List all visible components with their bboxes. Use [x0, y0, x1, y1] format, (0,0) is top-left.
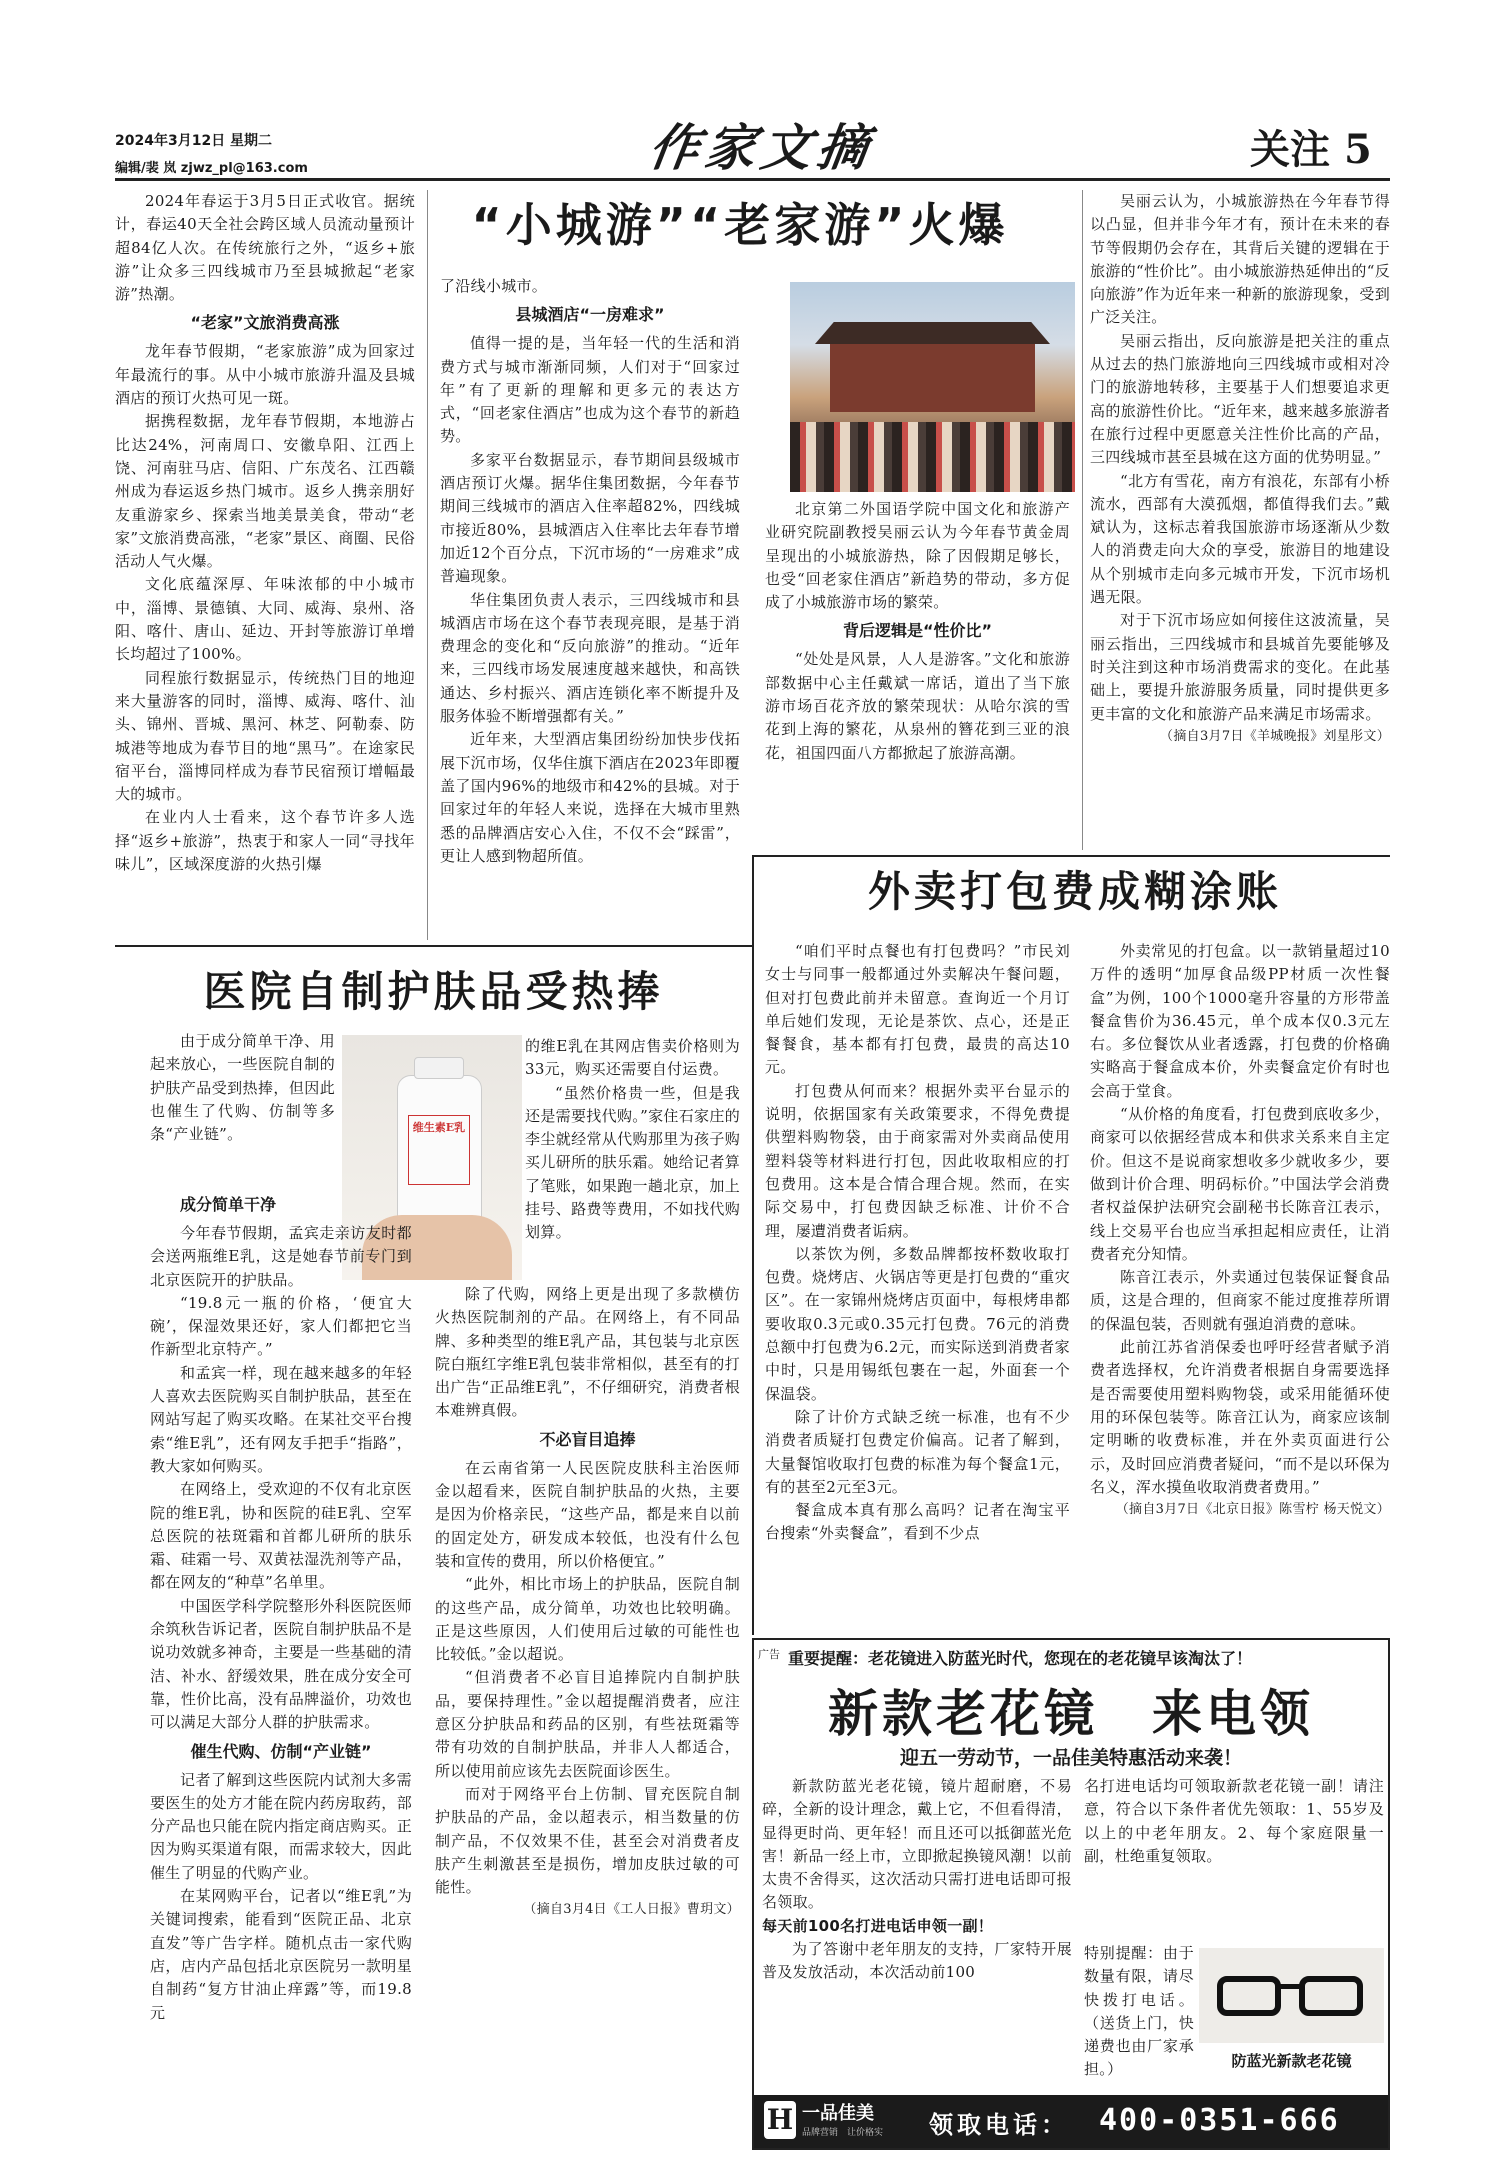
article1-col4: [1090, 190, 1390, 870]
paragraph: 今年春节假期，孟宾走亲访友时都会送两瓶维E乳，这是她春节前专门到北京医院开的护肤品。: [150, 1224, 412, 1289]
lens-right: [1299, 1976, 1363, 2016]
photo-roof: [815, 322, 1050, 344]
ad-paragraph: 新款防蓝光老花镜，镜片超耐磨，不易碎，全新的设计理念，戴上它，不但看得清，显得更时尚、更年轻！而且还可以抵御蓝光危害！新品一经上市，立即掀起换镜风潮！以前太贵不舍得买，这次活动只需打进电话即可报名领取。: [762, 1777, 1072, 1912]
paragraph: 除了代购，网络上更是出现了多款横仿火热医院制剂的产品。在网络上，有不同品牌、多种类型的维E乳产品，其包装与北京医院白瓶红字维E乳包装非常相似，甚至有的打出广告“正品维E乳”，不仔细研究，消费者根本难辨真假。: [435, 1285, 740, 1420]
paragraph: 由于成分简单干净、用起来放心，一些医院自制的护肤产品受到热捧，但因此也催生了代购、仿制等多条“产业链”。: [150, 1032, 335, 1144]
article1-subhead-1: “老家”文旅消费高涨: [190, 313, 340, 333]
ad-phone-bar: [754, 2095, 1388, 2148]
article2-col1: [150, 1030, 335, 1190]
article3-frame-top: [752, 855, 1390, 857]
article3-headline: 外卖打包费成糊涂账: [867, 867, 1282, 916]
article2-headline: 医院自制护肤品受热捧: [203, 967, 664, 1016]
article1-subhead-3: 背后逻辑是“性价比”: [842, 621, 993, 641]
ad-paragraph: 为了答谢中老年朋友的支持，厂家特开展普及发放活动，本次活动前100: [762, 1940, 1072, 1982]
tourist-photo: [790, 282, 1075, 492]
article3-frame-left: [752, 855, 754, 1635]
paragraph: 对于下沉市场应如何接住这波流量，吴丽云指出，三四线城市和县城首先要能够及时关注到这种市场消费需求的变化。在此基础上，要提升旅游服务质量，同时提供更多更丰富的文化和旅游产品来满足市场需求。: [1090, 611, 1390, 723]
article1-col1: [115, 190, 415, 930]
paragraph: “从价格的角度看，打包费到底收多少，商家可以依据经营成本和供求关系来自主定价。但这不是说商家想收多少就收多少，要做到计价合理、明码标价。”中国法学会消费者权益保护法研究会副秘书长陈音江表示，线上交易平台也应当承担起相应责任，让消费者充分知情。: [1090, 1105, 1390, 1263]
ad-tag: 广告: [758, 1648, 780, 1661]
brand-name: 一品佳美: [802, 2103, 874, 2124]
issue-date: 2024年3月12日 星期二: [115, 133, 273, 149]
paragraph: 吴丽云认为，小城旅游热在今年春节得以凸显，但并非今年才有，预计在未来的春节等假期仍会存在，其背后关键的逻辑在于旅游的“性价比”。由小城旅游热延伸出的“反向旅游”作为近年来一种新的旅游现象，受到广泛关注。: [1090, 192, 1390, 327]
col-divider: [1082, 190, 1083, 850]
article2-col1-main: [150, 1188, 412, 2168]
masthead: [0, 0, 1500, 180]
lens-left: [1217, 1976, 1281, 2016]
bottle-cap: [414, 1057, 464, 1079]
paragraph: 外卖常见的打包盒。以一款销量超过10万件的透明“加厚食品级PP材质一次性餐盒”为例，100个1000毫升容量的方形带盖餐盒售价为36.45元，单个成本仅0.3元左右。多位餐饮从业者透露，打包费的价格确实略高于餐盒成本价，外卖餐盒定价有时也会高于堂食。: [1090, 942, 1390, 1100]
article2-col2: [435, 1283, 740, 2168]
col-divider: [427, 190, 428, 940]
masthead-rule: [115, 178, 1390, 181]
paragraph: 据携程数据，龙年春节假期，本地游占比达24%，河南周口、安徽阜阳、江西上饶、河南驻马店、信阳、广东茂名、江西赣州成为春运返乡热门城市。返乡人携亲朋好友重游家乡、探索当地美景美食，带动“老家”文旅消费高涨，“老家”景区、商圈、民俗活动人气火爆。: [115, 412, 415, 571]
bridge: [1279, 1984, 1301, 1989]
editor-line: 编辑/裴 岚 zjwz_pl@163.com: [115, 161, 308, 176]
ad-free-offer: 每天前100名打进电话申领一副！: [762, 1916, 994, 1935]
paragraph: 除了计价方式缺乏统一标准，也有不少消费者质疑打包费定价偏高。记者了解到，大量餐馆收取打包费的标准为每个餐盒1元，有的甚至2元至3元。: [765, 1407, 1070, 1496]
paragraph: 龙年春节假期，“老家旅游”成为回家过年最流行的事。从中小城市旅游升温及县城酒店的预订火热可见一斑。: [115, 342, 415, 408]
paragraph: 在某网购平台，记者以“维E乳”为关键词搜索，能看到“医院正品、北京直发”等广告字样。随机点击一家代购店，店内产品包括北京医院另一款明星自制药“复方甘油止痒露”等，而19.8元: [150, 1887, 412, 2022]
photo-caption: 北京第二外国语学院中国文化和旅游产业研究院副教授吴丽云认为今年春节黄金周呈现出的小城旅游热，除了因假期足够长，也受“回老家住酒店”新趋势的带动，多方促成了小城旅游市场的繁荣。: [765, 500, 1070, 612]
paragraph: “虽然价格贵一些，但是我还是需要找代购。”家住石家庄的李尘就经常从代购那里为孩子购买儿研所的肤乐霜。她给记者算了笔账，如果跑一趟北京，加上挂号、路费等费用，不如找代购划算。: [525, 1083, 740, 1242]
ad-subtitle: 迎五一劳动节，一品佳美特惠活动来袭！: [899, 1747, 1242, 1769]
article1-headline: “小城游”“老家游”火爆: [471, 198, 1009, 252]
section-name: [1250, 118, 1372, 175]
paragraph: 中国医学科学院整形外科医院医师余筑秋告诉记者，医院自制护肤品不是说功效就多神奇，主要是一些基础的清洁、补水、舒缓效果，胜在成分安全可靠，性价比高，没有品牌溢价，功效也可以满足大部分人群的护肤需求。: [150, 1596, 412, 1732]
article2-col2-top: [525, 1035, 740, 1285]
paragraph: 华住集团负责人表示，三四线城市和县城酒店市场在这个春节表现亮眼，是基于消费理念的变化和“反向旅游”的推动。“近年来，三四线市场发展速度越来越快，和高铁通达、乡村振兴、酒店连锁化率不断提升及服务体验不断增强都有关。”: [440, 590, 740, 726]
article2-subhead-3: 不必盲目追捧: [539, 1429, 636, 1449]
paragraph: 餐盒成本真有那么高吗？记者在淘宝平台搜索“外卖餐盒”，看到不少点: [765, 1501, 1070, 1543]
glasses-photo: [1199, 1948, 1384, 2043]
photo-crowd: [790, 422, 1075, 492]
paragraph: 在业内人士看来，这个春节许多人选择“返乡+旅游”，热衷于和家人一同“寻找年味儿”，区域深度游的火热引爆: [115, 808, 415, 874]
article2-credit: （摘自3月4日《工人日报》曹玥文）: [523, 1902, 740, 1918]
paragraph: 了沿线小城市。: [440, 277, 548, 295]
phone-label: 领取电话：: [929, 2111, 1069, 2139]
article2-frame-top: [115, 945, 752, 947]
paragraph: “咱们平时点餐也有打包费吗？”市民刘女士与同事一般都通过外卖解决午餐问题，但对打包费此前并未留意。查询近一个月订单后她们发现，无论是茶饮、点心，还是正餐餐食，基本都有打包费，最贵的高达10元。: [765, 942, 1070, 1077]
paragraph: 文化底蕴深厚、年味浓郁的中小城市中，淄博、景德镇、大同、威海、泉州、洛阳、喀什、唐山、延边、开封等旅游订单增长均超过了100%。: [115, 575, 415, 664]
paragraph: 在云南省第一人民医院皮肤科主治医师金以超看来，医院自制护肤品的火热，主要是因为价格亲民，“这些产品，都是来自以前的固定处方，研发成本较低，也没有什么包装和宣传的费用，所以价格便宜。”: [435, 1458, 740, 1570]
ad-col1: [762, 1775, 1072, 2085]
ad-title: 新款老花镜 来电领: [828, 1685, 1314, 1743]
phone-number[interactable]: 400-0351-666: [1099, 2103, 1340, 2138]
brand-logo-icon: H: [764, 2101, 796, 2139]
paragraph: 同程旅行数据显示，传统热门目的地迎来大量游客的同时，淄博、威海、喀什、汕头、锦州、晋城、黑河、林芝、阿勒泰、防城港等地成为春节目的地“黑马”。在途家民宿平台，淄博同样成为春节民宿预订增幅最大的城市。: [115, 668, 415, 804]
article1-intro: [115, 190, 415, 306]
paragraph: 打包费从何而来？根据外卖平台显示的说明，依据国家有关政策要求，不得免费提供塑料购物袋，由于商家需对外卖商品使用塑料袋等材料进行打包，因此收取相应的打包费用。这本是合情合理合规。然而，在实际交易中，打包费因缺乏标准、计价不合理，屡遭消费者诟病。: [765, 1081, 1070, 1240]
paragraph: “处处是风景，人人是游客。”文化和旅游部数据中心主任戴斌一席话，道出了当下旅游市场百花齐放的繁荣现状：从哈尔滨的雪花到上海的繁花，从泉州的簪花到三亚的浪花，祖国四面八方都掀起了旅游高潮。: [765, 650, 1070, 762]
brand-tagline: 品牌营销 让价格实: [802, 2128, 884, 2138]
advertisement: [752, 1638, 1390, 2150]
section-label: 关注: [1250, 126, 1330, 173]
bottle-label: 维生素E乳: [408, 1115, 470, 1185]
paragraph: 在网络上，受欢迎的不仅有北京医院的维E乳，协和医院的硅E乳、空军总医院的祛斑霜和首都儿研所的肤乐霜、硅霜一号、双黄祛湿洗剂等产品，都在网友的“种草”名单里。: [150, 1480, 412, 1592]
ad-paragraph: 名打进电话均可领取新款老花镜一副！请注意，符合以下条件者优先领取：1、55岁及以上的中老年朋友。2、每个家庭限量一副，杜绝重复领取。: [1084, 1777, 1384, 1865]
article1-col2: [440, 275, 740, 940]
paragraph: 2024年春运于3月5日正式收官。据统计，春运40天全社会跨区域人员流动量预计超84亿人次。在传统旅行之外，“返乡+旅游”让众多三四线城市乃至县城掀起“老家游”热潮。: [115, 192, 415, 304]
ad-col3: [1084, 1942, 1194, 2082]
paragraph: 的维E乳在其网店售卖价格则为33元，购买还需要自付运费。: [525, 1037, 740, 1079]
paragraph: 值得一提的是，当年轻一代的生活和消费方式与城市渐渐同频，人们对于“回家过年”有了更新的理解和更多元的表达方式，“回老家住酒店”也成为这个春节的新趋势。: [440, 334, 740, 446]
ad-paragraph: 特别提醒：由于数量有限，请尽快拨打电话。（送货上门，快递费也由厂家承担。）: [1084, 1944, 1194, 2079]
article3-credit: （摘自3月7日《北京日报》陈雪柠 杨天悦文）: [1115, 1502, 1390, 1518]
article3-col1: [765, 940, 1070, 1635]
paragraph: 和孟宾一样，现在越来越多的年轻人喜欢去医院购买自制护肤品，甚至在网站写起了购买攻略。在某社交平台搜索“维E乳”，还有网友手把手“指路”，教大家如何购买。: [150, 1363, 412, 1475]
article2-subhead-1: 成分简单干净: [180, 1195, 277, 1214]
page-number: 5: [1343, 126, 1372, 173]
paragraph: 近年来，大型酒店集团纷纷加快步伐拓展下沉市场，仅华住旗下酒店在2023年即覆盖了国内96%的地级市和42%的县城。对于回家过年的年轻人来说，选择在大城市里熟悉的品牌酒店安心入住，不仅不会“踩雷”，更让人感到物超所值。: [440, 730, 740, 865]
paragraph: “19.8元一瓶的价格，‘便宜大碗’，保湿效果还好，家人们都把它当作新型北京特产。”: [150, 1293, 412, 1359]
article3-col2: [1090, 940, 1390, 1635]
glasses-caption: 防蓝光新款老花镜: [1231, 2052, 1352, 2070]
article1-subhead-2: 县城酒店“一房难求”: [515, 305, 665, 325]
newspaper-logo: 作家文摘: [645, 118, 878, 177]
paragraph: 记者了解到这些医院内试剂大多需要医生的处方才能在院内药房取药，部分产品也只能在院内指定商店购买。正因为购买渠道有限，而需求较大，因此催生了明显的代购产业。: [150, 1770, 412, 1882]
article1-credit: （摘自3月7日《羊城晚报》刘星彤文）: [1160, 728, 1390, 744]
paragraph: 多家平台数据显示，春节期间县级城市酒店预订火爆。据华住集团数据，今年春节期间三线城市的酒店入住率超82%，四线城市接近80%，县城酒店入住率比去年春节增加近12个百分点，下沉市场的“一房难求”成普遍现象。: [440, 450, 740, 586]
photo-building: [830, 337, 1035, 412]
paragraph: 而对于网络平台上仿制、冒充医院自制护肤品的产品，金以超表示，相当数量的仿制产品，不仅效果不佳，甚至会对消费者皮肤产生刺激甚至是损伤，增加皮肤过敏的可能性。: [435, 1784, 740, 1897]
ad-banner: 重要提醒：老花镜进入防蓝光时代，您现在的老花镜早该淘汰了！: [788, 1649, 1253, 1668]
paragraph: 陈音江表示，外卖通过包装保证餐食品质，这是合理的，但商家不能过度推荐所谓的保温包装，否则就有强迫消费的意味。: [1090, 1268, 1390, 1333]
paragraph: “此外，相比市场上的护肤品，医院自制的这些产品，成分简单，功效也比较明确。正是这些原因，人们使用后过敏的可能性也比较低。”金以超说。: [435, 1575, 740, 1664]
paragraph: 以茶饮为例，多数品牌都按杯数收取打包费。烧烤店、火锅店等更是打包费的“重灾区”。在一家锦州烧烤店页面中，每根烤串都要收取0.3元或0.35元打包费。76元的消费总额中打包费为6.2元，而实际送到消费者家中时，只是用锡纸包裹在一起，外面套一个保温袋。: [765, 1244, 1070, 1403]
article2-subhead-2: 催生代购、仿制“产业链”: [190, 1741, 372, 1761]
paragraph: 此前江苏省消保委也呼吁经营者赋予消费者选择权，允许消费者根据自身需要选择是否需要使用塑料购物袋，或采用能循环使用的环保包装等。陈音江认为，商家应该制定明晰的收费标准，并在外卖页面进行公示，及时回应消费者疑问，“而不是以环保为名义，浑水摸鱼收取消费者费用。”: [1090, 1338, 1390, 1496]
paragraph: 吴丽云指出，反向旅游是把关注的重点从过去的热门旅游地向三四线城市或相对冷门的旅游地转移，主要基于人们想要追求更高的旅游性价比。“近年来，越来越多旅游者在旅行过程中更愿意关注性价比高的产品，三四线城市甚至县城在这方面的优势明显。”: [1090, 331, 1390, 467]
paragraph: “北方有雪花，南方有浪花，东部有小桥流水，西部有大漠孤烟，都值得我们去。”戴斌认为，这标志着我国旅游市场逐渐从少数人的消费走向大众的享受，旅游目的地建设从个别城市走向多元城市开发，下沉市场机遇无限。: [1090, 471, 1390, 607]
paragraph: “但消费者不必盲目追捧院内自制护肤品，要保持理性。”金以超提醒消费者，应注意区分护肤品和药品的区别，有些祛斑霜等带有功效的自制护肤品，并非人人都适合，所以使用前应该先去医院面诊医生。: [435, 1668, 740, 1780]
ad-col2: [1084, 1775, 1384, 1945]
